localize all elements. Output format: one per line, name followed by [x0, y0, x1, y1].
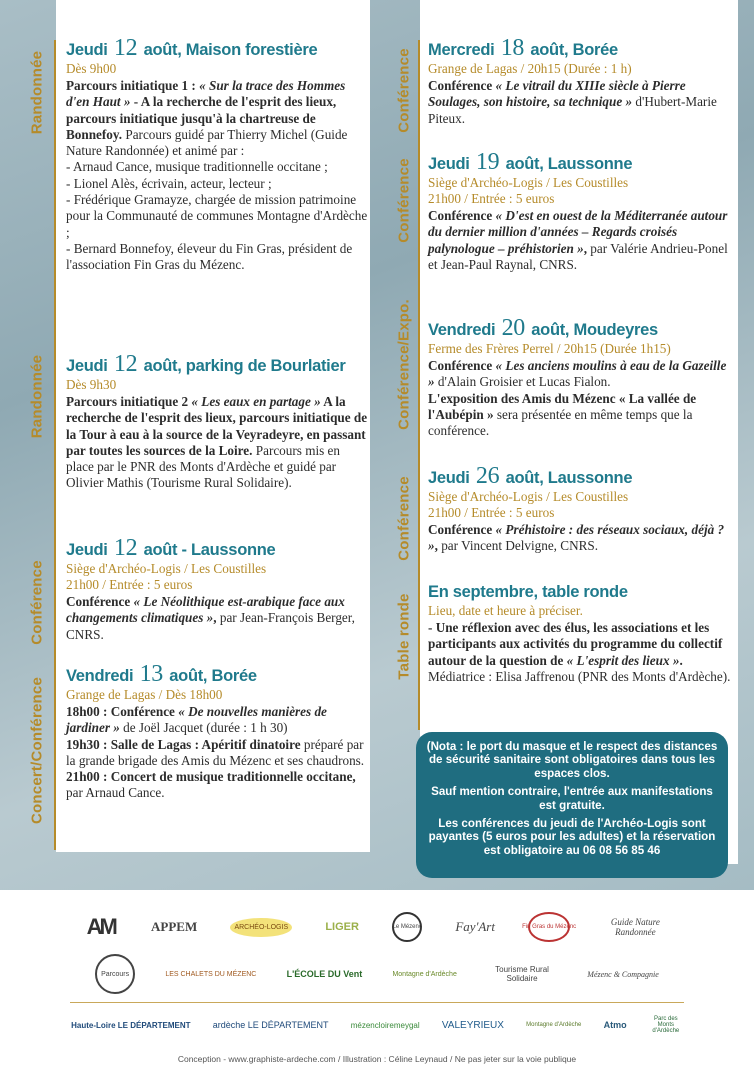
mezenc-logo: Le Mézenc	[392, 912, 422, 942]
event-meta: 21h00 / Entrée : 5 euros	[428, 505, 555, 520]
archeo-logis-logo: ARCHÉO-LOGIS	[230, 918, 292, 937]
event-description: Conférence « D'est en ouest de la Méditerranée autour du dernier million d'années – Regards croisés palynologue – préhistorien », par Valérie Andrieu-Ponel et Jean-Paul Raynal, CNRS.	[428, 208, 728, 272]
category-label: Randonnée	[28, 50, 46, 135]
event-meta: Siège d'Archéo-Logis / Les Coustilles	[66, 561, 267, 576]
event-title: Vendredi 20 août, Moudeyres	[428, 315, 658, 341]
footer	[0, 890, 754, 1080]
category-label: Conférence	[395, 48, 413, 133]
event-meta: Siège d'Archéo-Logis / Les Coustilles	[428, 489, 629, 504]
info-note	[416, 732, 728, 878]
guide-nature-logo: Guide Nature Randonnée	[610, 917, 660, 937]
category-label: Conférence/Expo.	[395, 299, 413, 430]
appem-logo: APPEM	[151, 919, 198, 934]
event-title: Jeudi 12 août, parking de Bourlatier	[66, 351, 346, 377]
event-meta: Grange de Lagas / Dès 18h00	[66, 687, 223, 702]
event-title: Jeudi 12 août - Laussonne	[66, 535, 276, 561]
event-meta: Siège d'Archéo-Logis / Les Coustilles	[428, 175, 629, 190]
event-title: Mercredi 18 août, Borée	[428, 35, 618, 61]
left-divider	[54, 40, 56, 850]
ardeche-logo: ardèche LE DÉPARTEMENT	[212, 1020, 329, 1030]
event-title: Jeudi 19 août, Laussonne	[428, 149, 633, 175]
event-day: 13	[139, 661, 163, 687]
category-label: Concert/Conférence	[28, 677, 46, 824]
liger-logo: LIGER	[325, 921, 359, 933]
category-label: Conférence	[395, 476, 413, 561]
category-label: Conférence	[395, 158, 413, 243]
event-day: 26	[475, 463, 500, 489]
event-description: Parcours initiatique 1 : « Sur la trace des Hommes d'en Haut » - A la recherche de l'esprit des lieux, parcours initiatique jusqu'à la chartreuse de Bonnefoy. Parcours guidé par Thierry Michel (Guide Nature Randonnée) et animé par : - Arnaud Cance, musique traditionnelle occitane ; - Lionel Alès, écrivain, acteur, lecteur ; - Frédérique Gramayze, chargée de mission patrimoine pour la Communauté de communes Montagne d'Ardèche ; - Bernard Bonnefoy, éleveur du Fin Gras, président de l'association Fin Gras du Mézenc.	[66, 78, 368, 273]
parcours-logo: Parcours	[95, 954, 135, 994]
event-block	[428, 582, 734, 685]
valeyrieux-logo: VALEYRIEUX	[441, 1019, 504, 1031]
partner-logos-row	[0, 912, 754, 942]
event-day: 18	[500, 35, 525, 61]
category-label: Randonnée	[28, 354, 46, 439]
event-block	[428, 463, 734, 555]
tourisme-rural-logo: Tourisme Rural Solidaire	[495, 965, 549, 983]
fin-gras-logo: Fin Gras du Mézenc	[528, 912, 570, 942]
event-title: Jeudi 26 août, Laussonne	[428, 463, 633, 489]
event-day: 20	[501, 315, 525, 341]
event-title: Vendredi 13 août, Borée	[66, 661, 257, 687]
credits: Conception - www.graphiste-ardeche.com / Illustration : Céline Leynaud / Ne pas jeter sur la voie publique	[177, 1054, 577, 1064]
event-day: 12	[113, 35, 138, 61]
pnr-ardeche-logo: Parc des Monts d'Ardèche	[652, 1016, 680, 1034]
partner-logos-row	[0, 1016, 754, 1034]
event-description: Parcours initiatique 2 « Les eaux en partage » A la recherche de l'esprit des lieux, parcours initiatique de la Tour à eau à la source de la Veyradeyre, en passant par toutes les sources de la Loire. Parcours mis en place par le PNR des Monts d'Ardèche et guidé par Olivier Mathis (Tourisme Rural Solidaire).	[66, 394, 368, 491]
event-block	[66, 661, 368, 802]
event-day: 19	[475, 149, 500, 175]
note-text: Sauf mention contraire, l'entrée aux manifestations est gratuite.	[431, 785, 713, 812]
event-meta: Dès 9h30	[66, 377, 117, 392]
event-meta: Dès 9h00	[66, 61, 117, 76]
event-block	[428, 35, 734, 127]
category-label: Conférence	[28, 560, 46, 645]
mezenc-compagnie-logo: Mézenc & Compagnie	[587, 969, 659, 979]
event-block	[428, 149, 734, 273]
event-block	[428, 315, 734, 439]
event-meta: Ferme des Frères Perrel / 20h15 (Durée 1h15)	[428, 341, 671, 356]
event-description: Conférence « Préhistoire : des réseaux sociaux, déjà ? », par Vincent Delvigne, CNRS.	[428, 522, 725, 554]
atmo-logo: Atmo	[603, 1020, 627, 1030]
note-text: (Nota : le port du masque et le respect des distances de sécurité sanitaire sont obligatoires dans tous les espaces clos.	[426, 740, 718, 780]
chalets-mezenc-logo: LES CHALETS DU MÉZENC	[165, 970, 257, 978]
partner-logos-row	[0, 954, 754, 994]
event-meta: Lieu, date et heure à préciser.	[428, 603, 583, 618]
montagne-ardeche-logo-2: Montagne d'Ardèche	[526, 1022, 582, 1028]
event-block	[66, 351, 368, 492]
event-description: Conférence « Le vitrail du XIIIe siècle à Pierre Soulages, son histoire, sa technique » d'Hubert-Marie Piteux.	[428, 78, 717, 126]
event-meta: 21h00 / Entrée : 5 euros	[66, 577, 193, 592]
event-meta: Grange de Lagas / 20h15 (Durée : 1 h)	[428, 61, 632, 76]
event-meta: 21h00 / Entrée : 5 euros	[428, 191, 555, 206]
amis-mezenc-logo: AM	[86, 914, 115, 939]
category-label: Table ronde	[395, 593, 413, 680]
event-block	[66, 35, 368, 274]
event-description: - Une réflexion avec des élus, les associations et les participants aux activités du programme du collectif autour de la question de « L'esprit des lieux ». Médiatrice : Elisa Jaffrenou (PNR des Monts d'Ardèche).	[428, 620, 731, 684]
event-day: 12	[113, 535, 138, 561]
note-text: Les conférences du jeudi de l'Archéo-Logis sont payantes (5 euros pour les adultes) et la réservation est obligatoire au 06 08 56 85 46	[428, 817, 716, 857]
haute-loire-logo: Haute-Loire LE DÉPARTEMENT	[71, 1020, 191, 1030]
mezenc-loire-meygal-logo: mézencloiremeygal	[350, 1020, 420, 1030]
event-day: 12	[113, 351, 138, 377]
event-description: 18h00 : Conférence « De nouvelles manières de jardiner » de Joël Jacquet (durée : 1 h 30) 19h30 : Salle de Lagas : Apéritif dinatoire préparé par la grande brigade des Amis du Mézenc et ses chaudrons. 21h00 : Concert de musique traditionnelle occitane, par Arnaud Cance.	[66, 704, 365, 801]
fayart-logo: Fay'Art	[455, 919, 495, 934]
event-block	[66, 535, 368, 643]
footer-divider	[70, 1002, 684, 1003]
event-description: Conférence « Le Néolithique est-arabique face aux changements climatiques », par Jean-François Berger, CNRS.	[66, 594, 355, 642]
right-divider	[418, 40, 420, 730]
montagne-ardeche-logo: Montagne d'Ardèche	[392, 970, 457, 978]
event-title: En septembre, table ronde	[428, 583, 628, 601]
event-title: Jeudi 12 août, Maison forestière	[66, 35, 318, 61]
event-description: Conférence « Les anciens moulins à eau de la Gazeille » d'Alain Groisier et Lucas Fialon. L'exposition des Amis du Mézenc « La vallée de l'Aubépin » sera présentée en même temps que la conférence.	[428, 358, 727, 439]
ecole-du-vent-logo: L'ÉCOLE DU Vent	[286, 969, 363, 979]
